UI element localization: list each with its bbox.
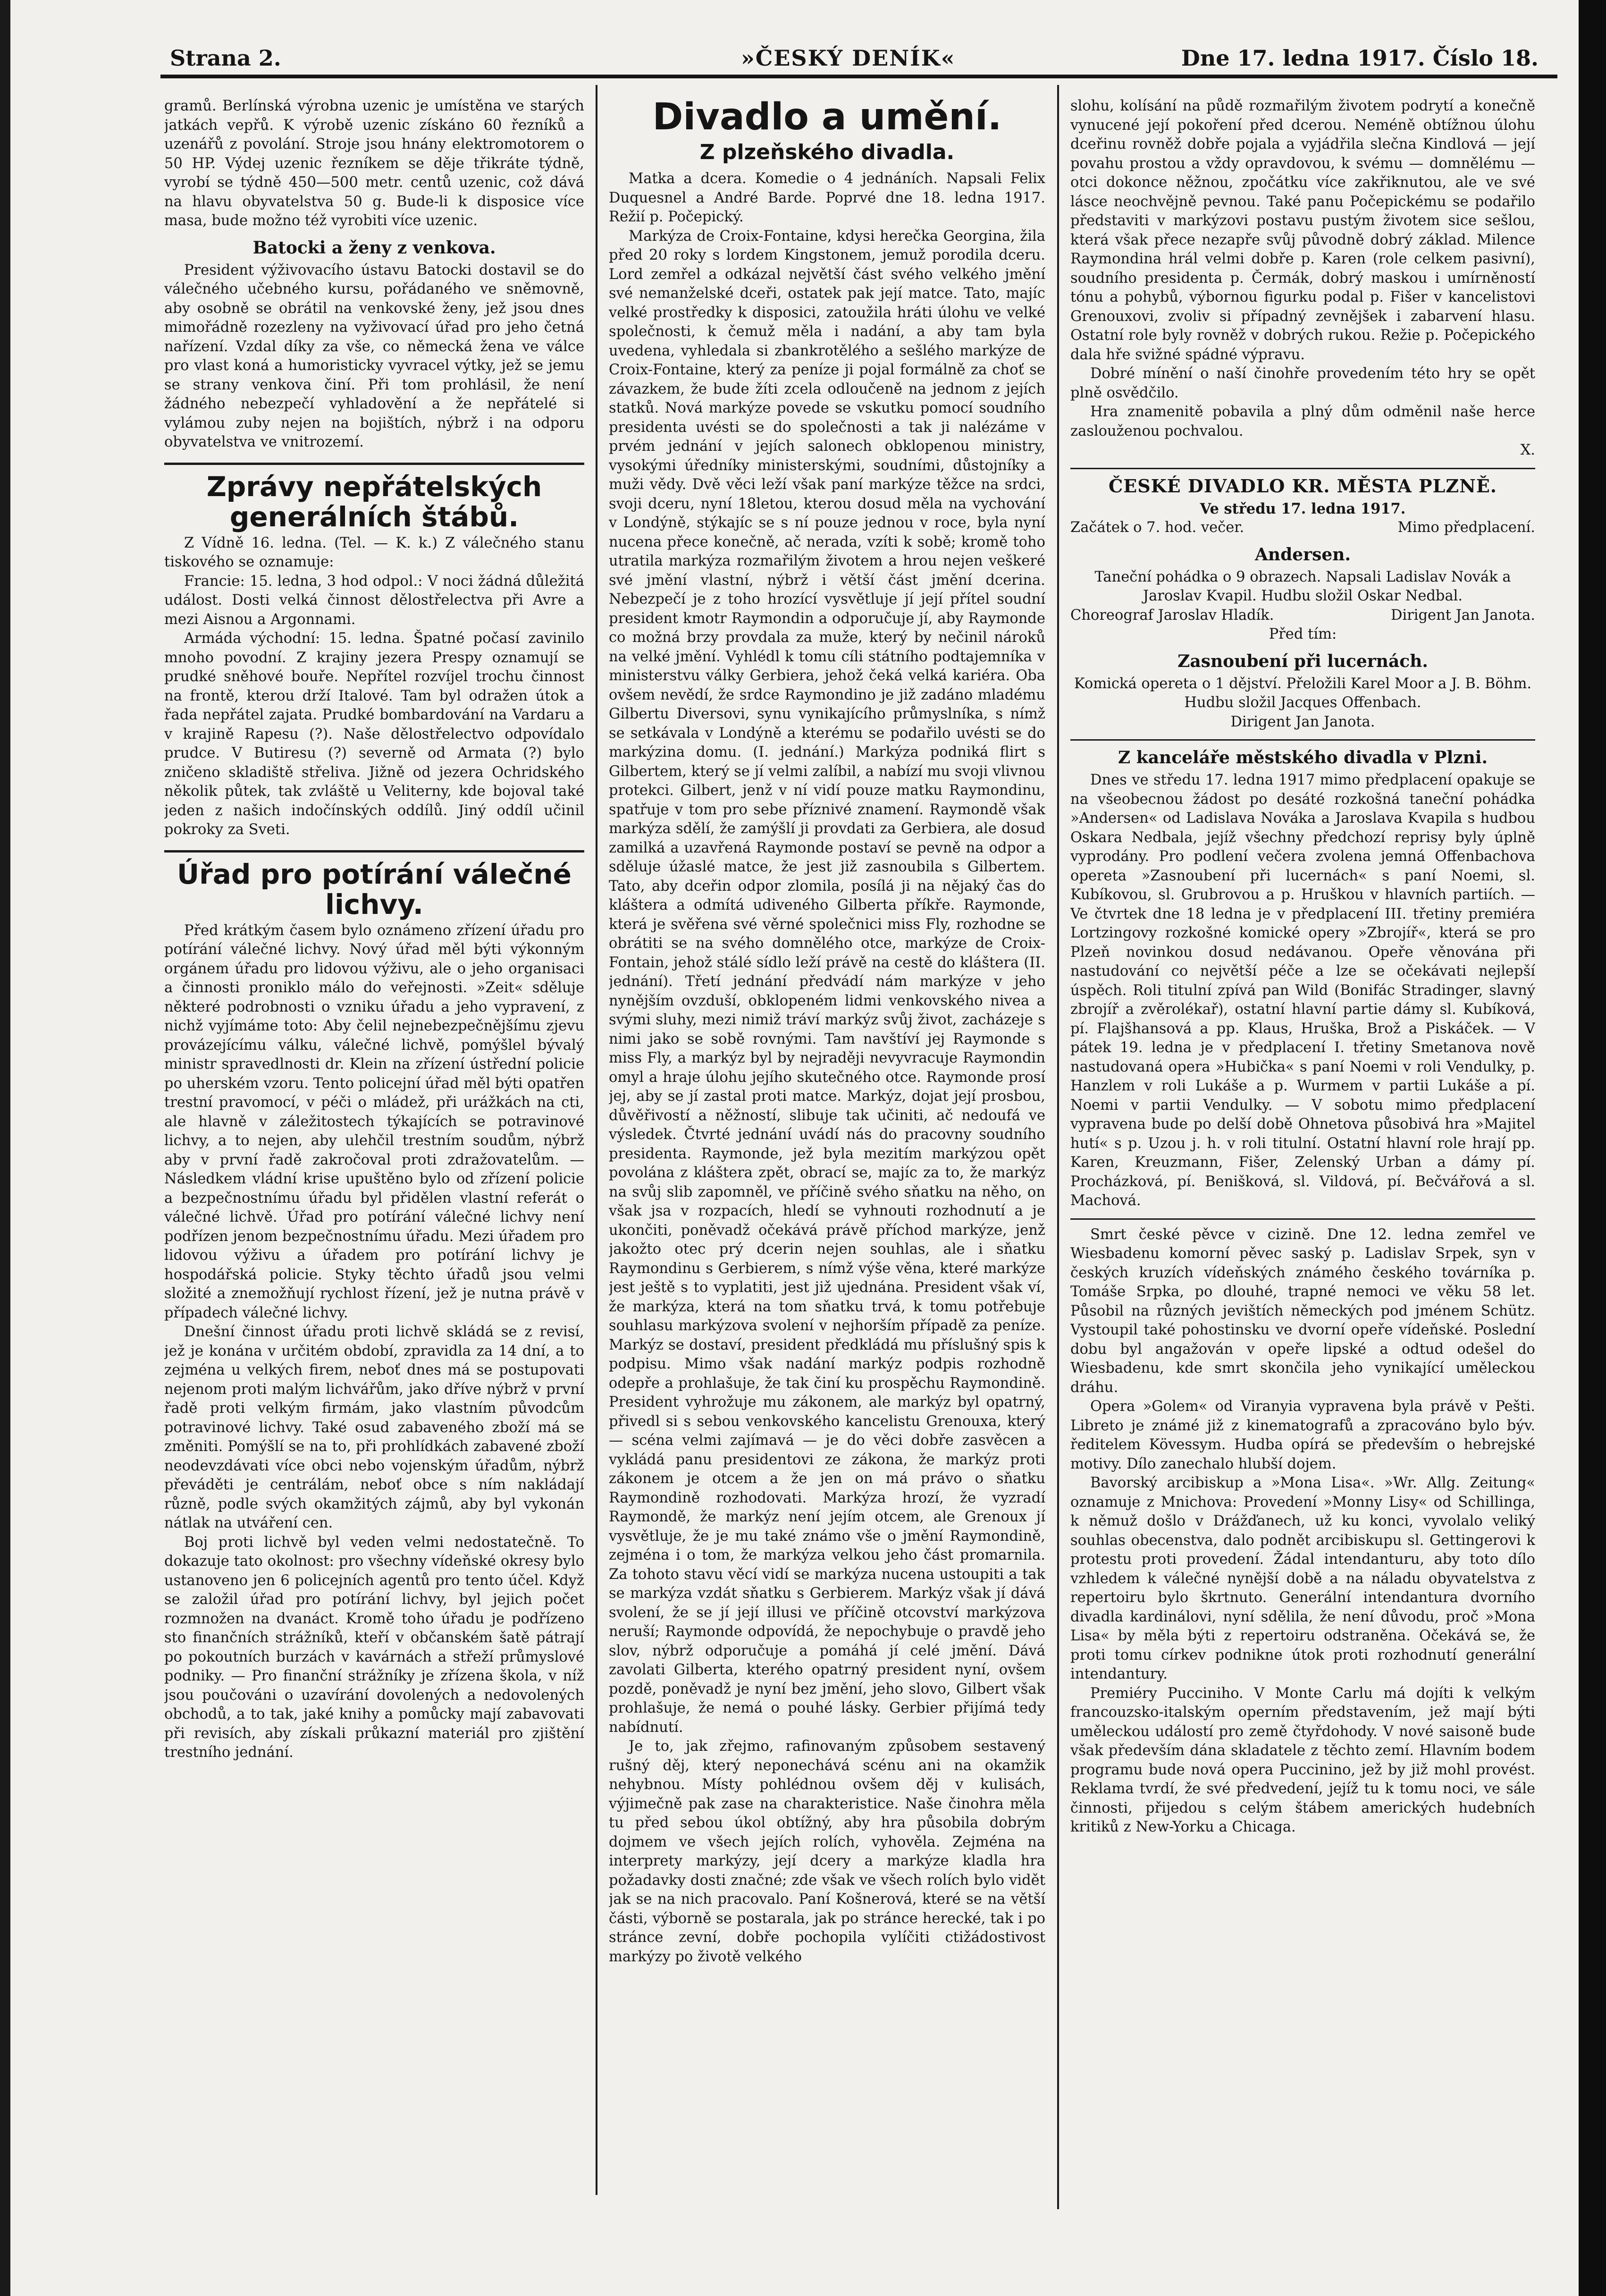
column-divider-1 xyxy=(596,85,597,2195)
column-3 xyxy=(1070,97,1535,2197)
pred-tim: Před tím: xyxy=(1269,626,1337,642)
andersen-title: Andersen. xyxy=(1254,544,1351,565)
section-rule xyxy=(164,850,584,853)
mona-lisa-text: Bavorský arcibiskup a »Mona Lisa«. »Wr. Allg. Zeitung« oznamuje z Mnichova: Provedení »Monny Lisy« od Schillinga, k němuž došlo v Drážďanech, už ku konci, vyvolalo veliký souhlas obecenstva, dalo podnět arcibiskupu sl. Gettingerovi k protestu proti provedení. Žádal intendanturu, aby toto dílo vzhledem k válečné nynější době a na náladu obyvatelstva z repertoiru bylo škrtnuto. Generální intendantura dvorního divadla kardinálovi, nyní sdělila, že není důvodu, proč »Mona Lisa« by měla býti z repertoiru odstraněna. Očekává se, že proti tomu církev podnikne útok proti rozhodnutí generální intendantury. xyxy=(1070,1475,1535,1682)
theater-day: Ve středu 17. ledna 1917. xyxy=(1200,500,1406,517)
zpravy-p3: Armáda východní: 15. ledna. Špatné počasí zavinilo mnoho povodní. Z krajiny jezera Prespy oznamují se prudké sněhové bouře. Nepřítel rozvíjel trochu činnost na frontě, kterou drží Italové. Tam byl odražen útok a řada nepřátel zajata. Prudké bombardování na Vardaru a v krajině Rapesu (?). Naše dělostřelectvo odpovídalo prudce. V Butiresu (?) severně od Armata (?) bylo zničeno skladiště střeliva. Jižně od jezera Ochridského několik půtek, tak zvláště u Veliterny, kde bojoval také jeden z našich indočínských oddílů. Jiný oddíl učinil pokroky za Sveti. xyxy=(164,630,584,838)
golem-text: Opera »Golem« od Viranyia vypravena byla právě v Pešti. Libreto je známé již z kinematografů a zpracováno bylo býv. ředitelem Kövessym. Hudba opírá se především o hebrejské motivy. Dílo zanechalo hlubší dojem. xyxy=(1070,1398,1535,1472)
batocki-heading: Batocki a ženy z venkova. xyxy=(252,237,496,258)
theater-heading: ČESKÉ DIVADLO KR. MĚSTA PLZNĚ. xyxy=(1108,475,1497,497)
andersen-credits-row xyxy=(1070,606,1535,625)
review-continued-2: Dobré mínění o naší činohře provedením této hry se opět plně osvědčilo. xyxy=(1070,365,1535,401)
zasnoubeni-desc: Komická opereta o 1 dějství. Přeložili Karel Moor a J. B. Böhm. Hudbu složil Jacques Offenbach. xyxy=(1074,675,1532,711)
zasnoubeni-title: Zasnoubení při lucernách. xyxy=(1177,651,1428,671)
review-signature: X. xyxy=(1520,442,1535,458)
review-continued: slohu, kolísání na půdě rozmařilým životem podrytí a konečně vynucené její pokoření před dcerou. Neméně obtížnou úlohu dceřinu rovněž dobře pojala a vyjádřila slečna Kindlová — její povahu prostou a vždy opravdovou, k svému — domnělému — otci dokonce něžnou, zpočátku více zakřiknutou, ale ve své lásce neochvějně pevnou. Také panu Počepickému se podařilo představiti v markýzovi postavu pustým životem sice sešlou, která však přece nezapře svůj původně dobrý základ. Milence Raymondina hrál velmi dobře p. Karen (role celkem pasivní), soudního presidenta p. Čermák, dobrý maskou i umírněností tónu a pohybů, výbornou figurku podal p. Fišer v kancelistovi Grenouxovi, zvoliv si případný zevnějšek i zabarvení hlasu. Ostatní role byly rovněž v dobrých rukou. Režie p. Počepického dala hře svižné spádné výpravu. xyxy=(1070,98,1535,363)
andersen-conductor: Dirigent Jan Janota. xyxy=(1390,607,1535,624)
section-rule xyxy=(1070,739,1535,741)
batocki-text: President výživovacího ústavu Batocki dostavil se do válečného učebného kursu, pořádaného ve sněmovně, aby osobně se obrátil na venkovské ženy, jež jsou dnes mimořádně rozezleny na vyživovací úřad pro jeho četná nařízení. Vzdal díky za vše, co německá žena ve válce pro vlast koná a humoristicky vyvracel výtky, jež se jemu se strany venkova činí. Při tom prohlásil, že není žádného nebezpečí vyhladovění a že nepřátelé si vylámou zuby nejen na bojištích, nýbrž i na odporu obyvatelstva ve vnitrozemí. xyxy=(164,262,584,450)
zpravy-p1: Z Vídně 16. ledna. (Tel. — K. k.) Z válečného stanu tiskového se oznamuje: xyxy=(164,534,584,570)
smrt-text: Smrt české pěvce v cizině. Dne 12. ledna zemřel ve Wiesbadenu komorní pěvec saský p. Ladislav Srpek, syn v českých kruzích vídeňských známého českého továrníka p. Tomáše Srpka, po dlouhé, trapné nemoci ve věku 58 let. Působil na různých jevištích německých pod jménem Schütz. Vystoupil také pohostinsku ve dvorní opeře vídeňské. Poslední dobu byl angažován v opeře lipské a odtud odešel do Wiesbadenu, kde smrt skončila jeho vynikající uměleckou dráhu. xyxy=(1070,1226,1535,1396)
zasnoubeni-conductor: Dirigent Jan Janota. xyxy=(1230,713,1375,730)
section-rule xyxy=(1070,468,1535,469)
column-2 xyxy=(609,97,1045,2221)
section-rule xyxy=(1070,1218,1535,1220)
intro-text: gramů. Berlínská výrobna uzenic je umístěna ve starých jatkách vepřů. K výrobě uzenic získáno 60 řezníků a uzenářů z povolání. Stroje jsou hnány elektromotorem o 50 HP. Výdej uzenic řezníkem se děje třikráte týdně, vyrobí se týdně 450—500 metr. centů uzenic, což dává na hlavu obyvatelstva 50 g. Bude-li k disposice více masa, bude možno též vyrobiti více uzenic. xyxy=(164,98,584,229)
theatre-section-subtitle: Z plzeňského divadla. xyxy=(699,140,955,164)
column-divider-2 xyxy=(1057,85,1059,2209)
theater-start: Začátek o 7. hod. večer. xyxy=(1070,519,1244,536)
urad-p3: Boj proti lichvě byl veden velmi nedostatečně. To dokazuje tato okolnost: pro všechny vídeňské okresy bylo ustanoveno jen 6 policejních agentů pro tento účel. Když se založil úřad pro potírání lichvy, byl jejich počet rozmnožen na dvanáct. Kromě toho úřadu je podřízeno sto finančních strážníků, kteří v občanském šatě pátrají po pokoutních burzách v kavárnách a střeží průmyslové podniky. — Pro finanční strážníky je zřízena škola, v níž jsou poučováni o uzavírání dovolených a nedovolených obchodů, a to tak, jaké knihy a pomůcky mají zabavovati při revisích, aby získali průkazní materiál pro zjištění trestního jednání. xyxy=(164,1534,584,1761)
review-plot: Markýza de Croix-Fontaine, kdysi herečka Georgina, žila před 20 roky s lordem Kingstonem, jemuž porodila dceru. Lord zemřel a odkázal největší část svého velkého jmění své nemanželské dceři, ostatek pak její matce. Tato, majíc velké prostředky k disposici, zatoužila hráti úlohu ve velké společnosti, k čemuž měla i nadání, a aby tam byla uvedena, vyhledala si zbankrotělého a sešlého markýze de Croix-Fontaine, který za peníze ji pojal formálně za choť se závazkem, že bude žíti zcela odloučeně na jednom z jejích statků. Nová markýze povede se vskutku pomocí soudního presidenta uvésti se do společnosti a tak ji nalézáme v prvém jednání v jejích salonech obklopenou ministry, vysokými úředníky ministerskými, soudními, důstojníky a muži vědy. Dvě věci leží však paní markýze těžce na srdci, svoji dceru, nyní 18letou, kterou dosud měla na vychování v Londýně, stýkajíc se s ní pouze jednou v roce, byla nyní nucena přece konečně, ač nerada, vzíti k sobě; kromě toho utratila markýza rozmařilým životem a hrou nejen veškeré své jmění vlastní, nýbrž i větší část jmění dcerina. Nebezpečí je z toho hrozící vysvětluje jí její přítel soudní president kmotr Raymondin a odporučuje jí, aby Raymonde co možná brzy provdala za muže, který by nečinil nároků na velké jmění. Vyhlédl k tomu cíli státního podtajemníka v ministerstvu války Gerbiera, jehož čeká velká kariéra. Oba ovšem nevědí, že srdce Raymondino je již zadáno mladému Gilbertu Diversovi, synu vynikajícího průmyslníka, s nímž se setkávala v Londýně a kterému se podařilo uvésti se do markýzina domu. (I. jednání.) Markýza podniká flirt s Gilbertem, který se jí velmi zalíbil, a nabízí mu svoji vlivnou protekci. Gilbert, jenž v ní vidí pouze matku Raymondinu, spatřuje v tom pro sebe příznivé znamení. Raymondě však markýza sdělí, že zamýšlí ji provdati za Gerbiera, ale dosud zamilká a uzavřená Raymonde postaví se pevně na odpor a sděluje úžaslé matce, že jest již zasnoubila s Gilbertem. Tato, aby dceřin odpor zlomila, posílá ji na nějaký čas do kláštera a odmítá udiveného Gilberta příkře. Raymonde, která je svěřena své věrné společnici miss Fly, rozhodne se obrátiti se na svého domnělého otce, markýze de Croix-Fontain, jehož stálé sídlo leží právě na cestě do kláštera (II. jednání). Třetí jednání předvádí nám markýze v jeho nynějším ovzduší, obklopeném lidmi venkovského nivea a svými sluhy, mezi nimiž tráví markýz svůj život, zacházeje s nimi jako se sobě rovnými. Tam navštíví jej Raymonde s miss Fly, a markýz byl by nejraději nevyvracuje Raymondin omyl a hraje úlohu jejího skutečného otce. Raymonde prosí jej, aby se jí zastal proti matce. Markýz, dojat její prosbou, důvěřivostí a něžností, slibuje tak učiniti, ač nedoufá ve výsledek. Čtvrté jednání uvádí nás do pracovny soudního presidenta. Raymonde, jež byla mezitím markýzou opět povolána z kláštera zpět, obrací se, majíc za to, že markýz na svůj slib zapomněl, ve příčině svého sňatku na něho, on však jsa v rozpacích, hledí se vyhnouti rozhodnutí a je ukončiti, poněvadž očekává právě příchod markýze, jenž jakožto otec prý dcerin nejen souhlas, ale i sňatku Raymondinu s Gerbierem, s nímž výše věna, které markýze jest ještě s to vyplatiti, jest již ujednána. President však ví, že markýza, která na tom sňatku trvá, k tomu potřebuje souhlasu markýzova svolení v nejhorším případě za peníze. Markýz se dostaví, president předkládá mu příslušný spis k podpisu. Mimo však nadání markýz podpis rozhodně odepře a prohlašuje, že tak činí ku prospěchu Raymondině. President vyhrožuje mu zákonem, ale markýz byl opatrný, přivedl si s sebou venkovského kancelistu Grenouxa, který — scéna velmi zajímavá — je do věci dobře zasvěcen a vykládá panu presidentovi ze zákona, že markýz proti zákonem je otcem a že jen on má právo o sňatku Raymondině rozhodovati. Markýza hrozí, že vyzradí Raymondě, že markýz není jejím otcem, ale Grenoux jí vysvětluje, že je mu také známo vše o jmění Raymondině, zejména i o tom, že markýza velkou jeho část promarnila. Za tohoto stavu věcí vidí se markýza nucena ustoupiti a tak se markýza vzdát sňatku s Gerbierem. Markýz však jí dává svolení, že se jí její illusi ve příčině otcovství markýzova neruší; Raymonde odpovídá, že nepochybuje o pravdě jeho slov, nýbrž odporučuje a pomáhá jí celé jmění. Dává zavolati Gilberta, kterého opatrný president nyní, ovšem pozdě, poněvadž je nyní bez jmění, jeho slovo, Gilbert však prohlašuje, že nemá o pouhé lásky. Gerbier přijímá tedy nabídnutí. xyxy=(609,228,1045,1736)
zpravy-p2: Francie: 15. ledna, 3 hod odpol.: V noci žádná důležitá událost. Dosti velká činnost dělostřelectva při Avre a mezi Aisnou a Argonnami. xyxy=(164,573,584,628)
review-intro: Matka a dcera. Komedie o 4 jednáních. Napsali Felix Duquesnel a André Barde. Poprvé dne 18. ledna 1917. Režií p. Počepický. xyxy=(609,170,1045,225)
andersen-desc: Taneční pohádka o 9 obrazech. Napsali Ladislav Novák a Jaroslav Kvapil. Hudbu složil Oskar Nedbal. xyxy=(1094,568,1511,604)
section-rule xyxy=(164,463,584,465)
kancelar-heading: Z kanceláře městského divadla v Plzni. xyxy=(1118,748,1488,768)
kancelar-text: Dnes ve středu 17. ledna 1917 mimo předplacení opakuje se na všeobecnou žádost po desáté rozkošná taneční pohádka »Andersen« od Ladislava Nováka a Jaroslava Kvapila s hudbou Oskara Nedbala, jejíž všechny předchozí reprisy byly úplně vyprodány. Pro podlení večera zvolena jemná Offenbachova opereta »Zasnoubení při lucernách« s paní Noemi, sl. Kubíkovou, sl. Grubrovou a p. Hruškou v hlavních partiích. — Ve čtvrtek dne 18 ledna je v předplacení III. třetiny premiéra Lortzingovy rozkošné komické opery »Zbrojíř«, která se pro Plzeň novinkou dosud nedávanou. Opeře věnována při nastudování co největší péče a lze se očekávati nejlepší úspěch. Roli titulní zpívá pan Wild (Bonifác Stradinger, slavný zbrojíř a zvěrolékař), ostatní hlavní partie dámy sl. Kubíková, pí. Flajšhansová a pp. Klaus, Hruška, Brož a Piskáček. — V pátek 19. ledna je v předplacení I. třetiny Smetanova nově nastudovaná opera »Hubička« s paní Noemi v roli Vendulky, p. Hanzlem v roli Lukáše a p. Wurmem v partii Lukáše a pí. Noemi v partii Vendulky. — V sobotu mimo předplacení vypravena bude po delší době Ohnetova působivá hra »Majitel hutí« s p. Uzou j. h. v roli titulní. Ostatní hlavní role hrají pp. Karen, Kreuzmann, Fišer, Zelenský Urban a dámy pí. Procházková, pí. Benišková, sl. Vildová, pí. Bečvářová a sl. Machová. xyxy=(1070,772,1535,1209)
zpravy-heading: Zprávy nepřátelských generálních štábů. xyxy=(206,470,542,533)
header-rule xyxy=(160,75,1557,78)
urad-p1: Před krátkým časem bylo oznámeno zřízení úřadu pro potírání válečné lichvy. Nový úřad měl býti výkonným orgánem úřadu pro lidovou výživu, ale o jeho organisaci a činnosti proniklo málo do veřejnosti. »Zeit« sděluje některé podrobnosti o vzniku úřadu a jeho vypravení, z nichž vyjímáme toto: Aby čelil nejnebezpečnějšímu zjevu provázejícímu válku, válečné lichvě, pomýšlel bývalý ministr spravedlnosti dr. Klein na zřízení ústřední policie po uherském vzoru. Tento policejní úřad měl býti opatřen trestní pravomocí, v péči o mládež, při urážkách na cti, ale hlavně v záležitostech týkajících se potravinové lichvy, a to nejen, aby ulehčil trestním soudům, nýbrž aby v první řadě zakročoval proti zdražovatelům. — Následkem vládní krise upuštěno bylo od zřízení policie a bezpečnostnímu úřadu byl přidělen vlastní referát o válečné lichvě. Úřad pro potírání válečné lichvy není podřízen jenom bezpečnostnímu úřadu. Mezi úřadem pro lidovou výživu a úřadem pro potírání lichvy je hospodářská policie. Styky těchto úřadů jsou velmi složité a znemožňují rychlost řízení, jež je nutna právě v případech válečné lichvy. xyxy=(164,922,584,1321)
review-continued-3: Hra znamenitě pobavila a plný dům odměnil naše herce zaslouženou pochvalou. xyxy=(1070,404,1535,439)
theater-public: Mimo předplacení. xyxy=(1397,519,1535,536)
andersen-choreographer: Choreograf Jaroslav Hladík. xyxy=(1070,607,1274,624)
scan-edge-right xyxy=(1579,0,1606,2296)
page-header xyxy=(160,45,1539,78)
scan-edge-left xyxy=(0,0,10,2296)
theater-start-row xyxy=(1070,518,1535,538)
urad-heading: Úřad pro potírání válečné lichvy. xyxy=(177,858,572,920)
column-1 xyxy=(164,97,584,2197)
puccini-text: Premiéry Pucciniho. V Monte Carlu má dojíti k velkým francouzsko-italským operním představením, jež mají býti uměleckou událostí pro země čtyřdohody. V nové saisoně bude však především dána skladatele z těchto zemí. Hlavním bodem programu bude nová opera Puccinino, jež by již mohl provést. Reklama tvrdí, že své předvedení, jejíž tu k tomu noci, ve sále činnosti, přijedou s celým štábem amerických hudebních kritiků z New-Yorku a Chicaga. xyxy=(1070,1685,1535,1835)
paper-name: »ČESKÝ DENÍK« xyxy=(741,45,956,71)
page-label: Strana 2. xyxy=(170,45,281,71)
date-issue: Dne 17. ledna 1917. Číslo 18. xyxy=(1181,45,1539,71)
theatre-section-title: Divadlo a umění. xyxy=(652,97,1002,138)
urad-p2: Dnešní činnost úřadu proti lichvě skládá se z revisí, jež je konána v určitém období, zpravidla za 14 dní, a to zejména u velkých firem, neboť dnes má se postupovati nejenom proti malým lichvářům, jako dříve nýbrž v první řadě proti velkým firmám, jako vlastním původcům potravinové lichvy. Také osud zabaveného zboží má se změniti. Pomýšlí se na to, při prohlídkách zabavené zboží neodevzdávati více obci nebo vojenským úřadům, nýbrž převáděti je centrálám, neboť obce s ním nakládají různě, podle svých okamžitých zájmů, aby byl vykonán nátlak na utváření cen. xyxy=(164,1324,584,1531)
review-assessment: Je to, jak zřejmo, rafinovaným způsobem sestavený rušný děj, který neponechává scénu ani na okamžik nehybnou. Místy pohlédnou ovšem děj v kulisách, výjimečně pak zase na charakteristice. Naše činohra měla tu před sebou úkol obtížný, aby hra působila dobrým dojmem ve všech jejích rolích, vyhověla. Zejména na interprety markýzy, její dcery a markýze kladla hra požadavky dosti značné; zde však ve všech rolích bylo vidět jak se na nich pracovalo. Paní Košnerová, které se na větší části, výborně se postarala, jak po stránce herecké, tak i po stránce zevní, dobře pochopila vylíčiti ctižádostivost markýzy po životě velkého xyxy=(609,1738,1045,1965)
